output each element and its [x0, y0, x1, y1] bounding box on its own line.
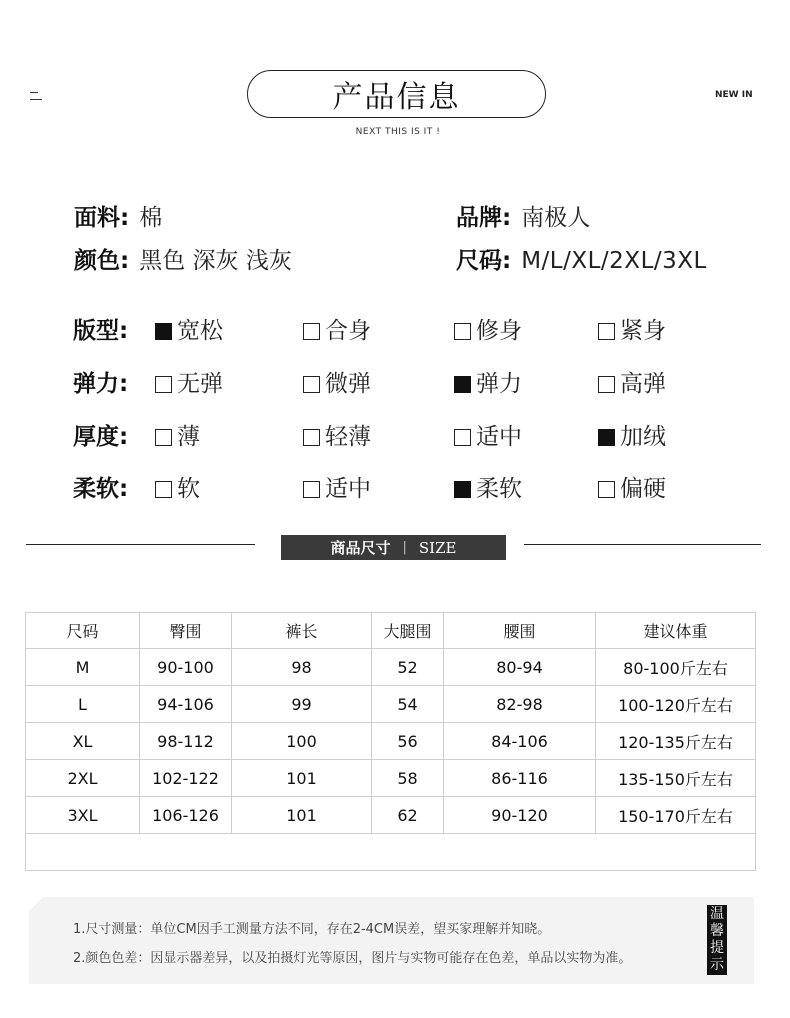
size-heading-cn: 商品尺寸	[330, 539, 391, 557]
table-row	[26, 797, 756, 834]
table-row	[26, 686, 756, 723]
option-soft-medium[interactable]	[303, 474, 371, 504]
table-cell: 2XL	[26, 760, 140, 797]
table-cell: 99	[232, 686, 372, 723]
option-label: 宽松	[177, 318, 223, 344]
checkbox-icon	[155, 429, 172, 446]
notes-panel	[29, 897, 754, 984]
option-fit-slim[interactable]	[454, 316, 522, 346]
table-cell: L	[26, 686, 140, 723]
table-header: 大腿围	[372, 613, 444, 649]
color-label: 颜色:	[74, 248, 130, 274]
option-label: 微弹	[325, 371, 371, 397]
option-fit-tight[interactable]	[598, 316, 666, 346]
page-subtitle: NEXT THIS IS IT !	[355, 127, 441, 137]
size-label: 尺码:	[456, 248, 512, 274]
table-cell: 102-122	[140, 760, 232, 797]
table-cell: 56	[372, 723, 444, 760]
table-cell: 80-100斤左右	[596, 649, 756, 686]
table-cell: 58	[372, 760, 444, 797]
checkbox-icon	[155, 323, 172, 340]
table-cell: 86-116	[444, 760, 596, 797]
table-cell: 135-150斤左右	[596, 760, 756, 797]
option-label: 紧身	[620, 318, 666, 344]
option-elastic-stretch[interactable]	[454, 369, 522, 399]
checkbox-icon	[303, 376, 320, 393]
size-heading	[281, 535, 506, 560]
table-cell: 101	[232, 797, 372, 834]
table-cell: 94-106	[140, 686, 232, 723]
option-thick-medium[interactable]	[454, 422, 522, 452]
divider-right	[524, 544, 761, 545]
table-cell: 84-106	[444, 723, 596, 760]
option-label: 弹力	[476, 371, 522, 397]
option-label: 高弹	[620, 371, 666, 397]
brand-row	[456, 203, 590, 233]
table-cell: M	[26, 649, 140, 686]
option-label: 修身	[476, 318, 522, 344]
checkbox-icon	[598, 429, 615, 446]
note-color: 2.颜色色差：因显示器差异，以及拍摄灯光等原因，图片与实物可能存在色差，单品以实物为准。	[73, 951, 632, 966]
option-thick-fleece[interactable]	[598, 422, 666, 452]
table-header: 尺码	[26, 613, 140, 649]
option-fit-regular[interactable]	[303, 316, 371, 346]
option-thick-light[interactable]	[303, 422, 371, 452]
checkbox-icon	[303, 323, 320, 340]
option-label: 加绒	[620, 424, 666, 450]
table-row	[26, 649, 756, 686]
new-in-label: NEW IN	[715, 90, 753, 100]
option-label: 轻薄	[325, 424, 371, 450]
option-label: 合身	[325, 318, 371, 344]
checkbox-icon	[598, 376, 615, 393]
table-cell: 82-98	[444, 686, 596, 723]
checkbox-icon	[454, 429, 471, 446]
checkbox-icon	[303, 481, 320, 498]
table-cell: 100-120斤左右	[596, 686, 756, 723]
brand-value: 南极人	[521, 205, 591, 231]
table-cell: 120-135斤左右	[596, 723, 756, 760]
attr-label-thickness: 厚度:	[73, 424, 129, 450]
option-label: 偏硬	[620, 476, 666, 502]
table-cell: 90-100	[140, 649, 232, 686]
color-row	[74, 246, 292, 276]
table-cell-empty	[26, 834, 756, 871]
table-header: 臀围	[140, 613, 232, 649]
table-cell: XL	[26, 723, 140, 760]
attr-label-softness: 柔软:	[73, 476, 129, 502]
table-cell: 100	[232, 723, 372, 760]
fabric-value: 棉	[139, 205, 163, 231]
page-title: 产品信息	[332, 80, 461, 115]
checkbox-icon	[454, 323, 471, 340]
table-row	[26, 760, 756, 797]
size-heading-en: SIZE	[418, 538, 457, 557]
title-badge	[247, 70, 546, 118]
size-heading-separator: |	[402, 540, 407, 555]
option-soft-soft[interactable]	[155, 474, 200, 504]
checkbox-icon	[454, 376, 471, 393]
table-cell: 90-120	[444, 797, 596, 834]
checkbox-icon	[598, 481, 615, 498]
option-fit-loose[interactable]	[155, 316, 223, 346]
table-row	[26, 723, 756, 760]
table-cell: 3XL	[26, 797, 140, 834]
table-cell: 150-170斤左右	[596, 797, 756, 834]
checkbox-icon	[155, 376, 172, 393]
option-elastic-none[interactable]	[155, 369, 223, 399]
checkbox-icon	[303, 429, 320, 446]
table-cell: 80-94	[444, 649, 596, 686]
table-header: 建议体重	[596, 613, 756, 649]
checkbox-icon	[454, 481, 471, 498]
option-label: 柔软	[476, 476, 522, 502]
option-soft-hard[interactable]	[598, 474, 666, 504]
option-thick-thin[interactable]	[155, 422, 200, 452]
checkbox-icon	[598, 323, 615, 340]
note-measurement: 1.尺寸测量：单位CM因手工测量方法不同，存在2-4CM误差，望买家理解并知晓。	[73, 922, 551, 937]
brand-label: 品牌:	[456, 205, 512, 231]
color-value: 黑色 深灰 浅灰	[139, 248, 292, 274]
table-cell: 62	[372, 797, 444, 834]
tip-badge: 温馨提示	[707, 905, 727, 975]
table-cell: 54	[372, 686, 444, 723]
divider-left	[26, 544, 255, 545]
table-cell: 98	[232, 649, 372, 686]
size-row	[456, 246, 707, 276]
fabric-label: 面料:	[74, 205, 130, 231]
option-label: 薄	[177, 424, 200, 450]
table-cell: 106-126	[140, 797, 232, 834]
fabric-row	[74, 203, 162, 233]
size-value: M/L/XL/2XL/3XL	[521, 248, 707, 274]
size-table	[25, 612, 756, 871]
table-header-row	[26, 613, 756, 649]
table-cell: 98-112	[140, 723, 232, 760]
option-soft-supple[interactable]	[454, 474, 522, 504]
table-header: 腰围	[444, 613, 596, 649]
option-elastic-high[interactable]	[598, 369, 666, 399]
table-cell: 52	[372, 649, 444, 686]
option-elastic-slight[interactable]	[303, 369, 371, 399]
attr-label-fit: 版型:	[73, 318, 129, 344]
menu-icon[interactable]	[30, 90, 42, 102]
table-header: 裤长	[232, 613, 372, 649]
table-row-empty	[26, 834, 756, 871]
checkbox-icon	[155, 481, 172, 498]
option-label: 适中	[476, 424, 522, 450]
table-cell: 101	[232, 760, 372, 797]
option-label: 适中	[325, 476, 371, 502]
option-label: 无弹	[177, 371, 223, 397]
attr-label-elasticity: 弹力:	[73, 371, 129, 397]
option-label: 软	[177, 476, 200, 502]
